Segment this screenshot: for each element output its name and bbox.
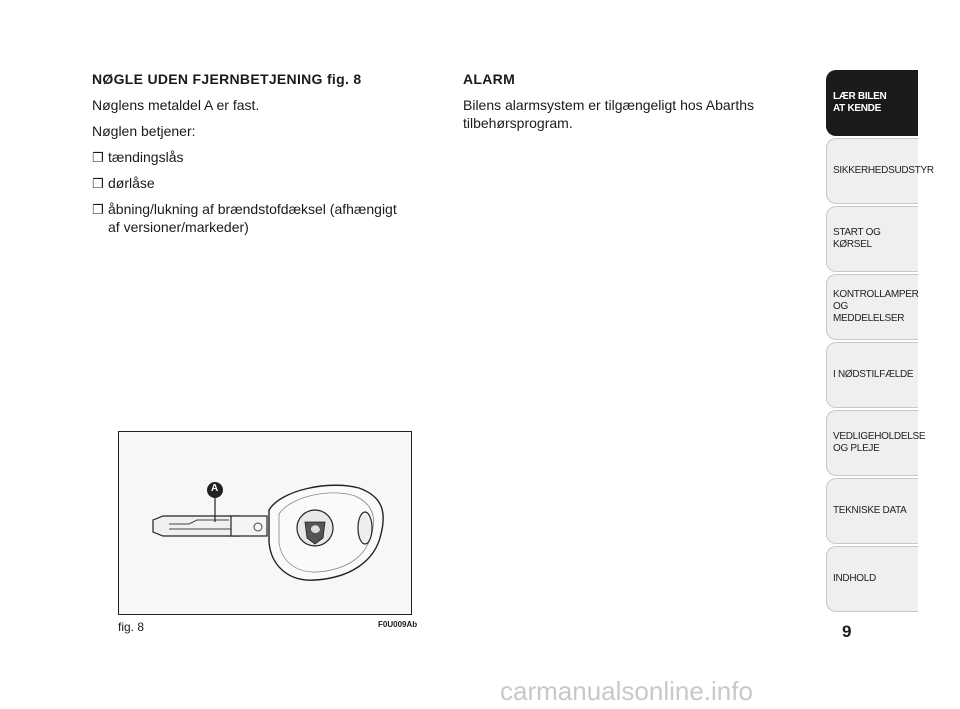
- heading-text: NØGLE UDEN FJERNBETJENING: [92, 71, 323, 87]
- tab-technical-data[interactable]: TEKNISKE DATA: [826, 478, 918, 544]
- metal-part-text: Nøglens metaldel A er fast.: [92, 97, 260, 113]
- key-functions-list: [92, 148, 402, 236]
- section-heading: [92, 70, 402, 88]
- watermark-text: carmanualsonline.info: [500, 676, 753, 706]
- callout-a-label: A: [211, 483, 219, 494]
- tab-emergency[interactable]: I NØDSTILFÆLDE: [826, 342, 918, 408]
- list-item: ❒ åbning/lukning af brændstofdæksel (afhængigt af versioner/markeder): [92, 201, 397, 235]
- key-figure: [118, 431, 412, 615]
- tab-maintenance[interactable]: VEDLIGEHOLDELSE OG PLEJE: [826, 410, 918, 476]
- figure-code: F0U009Ab: [378, 620, 418, 629]
- tab-get-to-know-car[interactable]: LÆR BILEN AT KENDE: [826, 70, 918, 136]
- checkbox-bullet-icon: ❒: [92, 150, 104, 165]
- alarm-heading: ALARM: [463, 71, 516, 87]
- chapter-tabs: [826, 70, 934, 614]
- figure-caption: fig. 8: [118, 620, 145, 634]
- list-item: ❒ tændingslås: [92, 149, 184, 165]
- checkbox-bullet-icon: ❒: [92, 202, 104, 217]
- tab-warning-lights[interactable]: KONTROLLAMPER OG MEDDELELSER: [826, 274, 918, 340]
- key-without-remote-section: [92, 70, 402, 244]
- key-operates-text: Nøglen betjener:: [92, 123, 196, 139]
- list-item: ❒ dørlåse: [92, 175, 155, 191]
- key-illustration: [119, 432, 411, 614]
- alarm-section: [463, 70, 763, 140]
- checkbox-bullet-icon: ❒: [92, 176, 104, 191]
- alarm-text: Bilens alarmsystem er tilgængeligt hos Abarths tilbehørsprogram.: [463, 97, 755, 131]
- tab-safety-equipment[interactable]: SIKKERHEDSUDSTYR: [826, 138, 918, 204]
- tab-index[interactable]: INDHOLD: [826, 546, 918, 612]
- figure-reference: fig. 8: [326, 71, 362, 87]
- tab-start-and-driving[interactable]: START OG KØRSEL: [826, 206, 918, 272]
- page-number: 9: [842, 622, 852, 641]
